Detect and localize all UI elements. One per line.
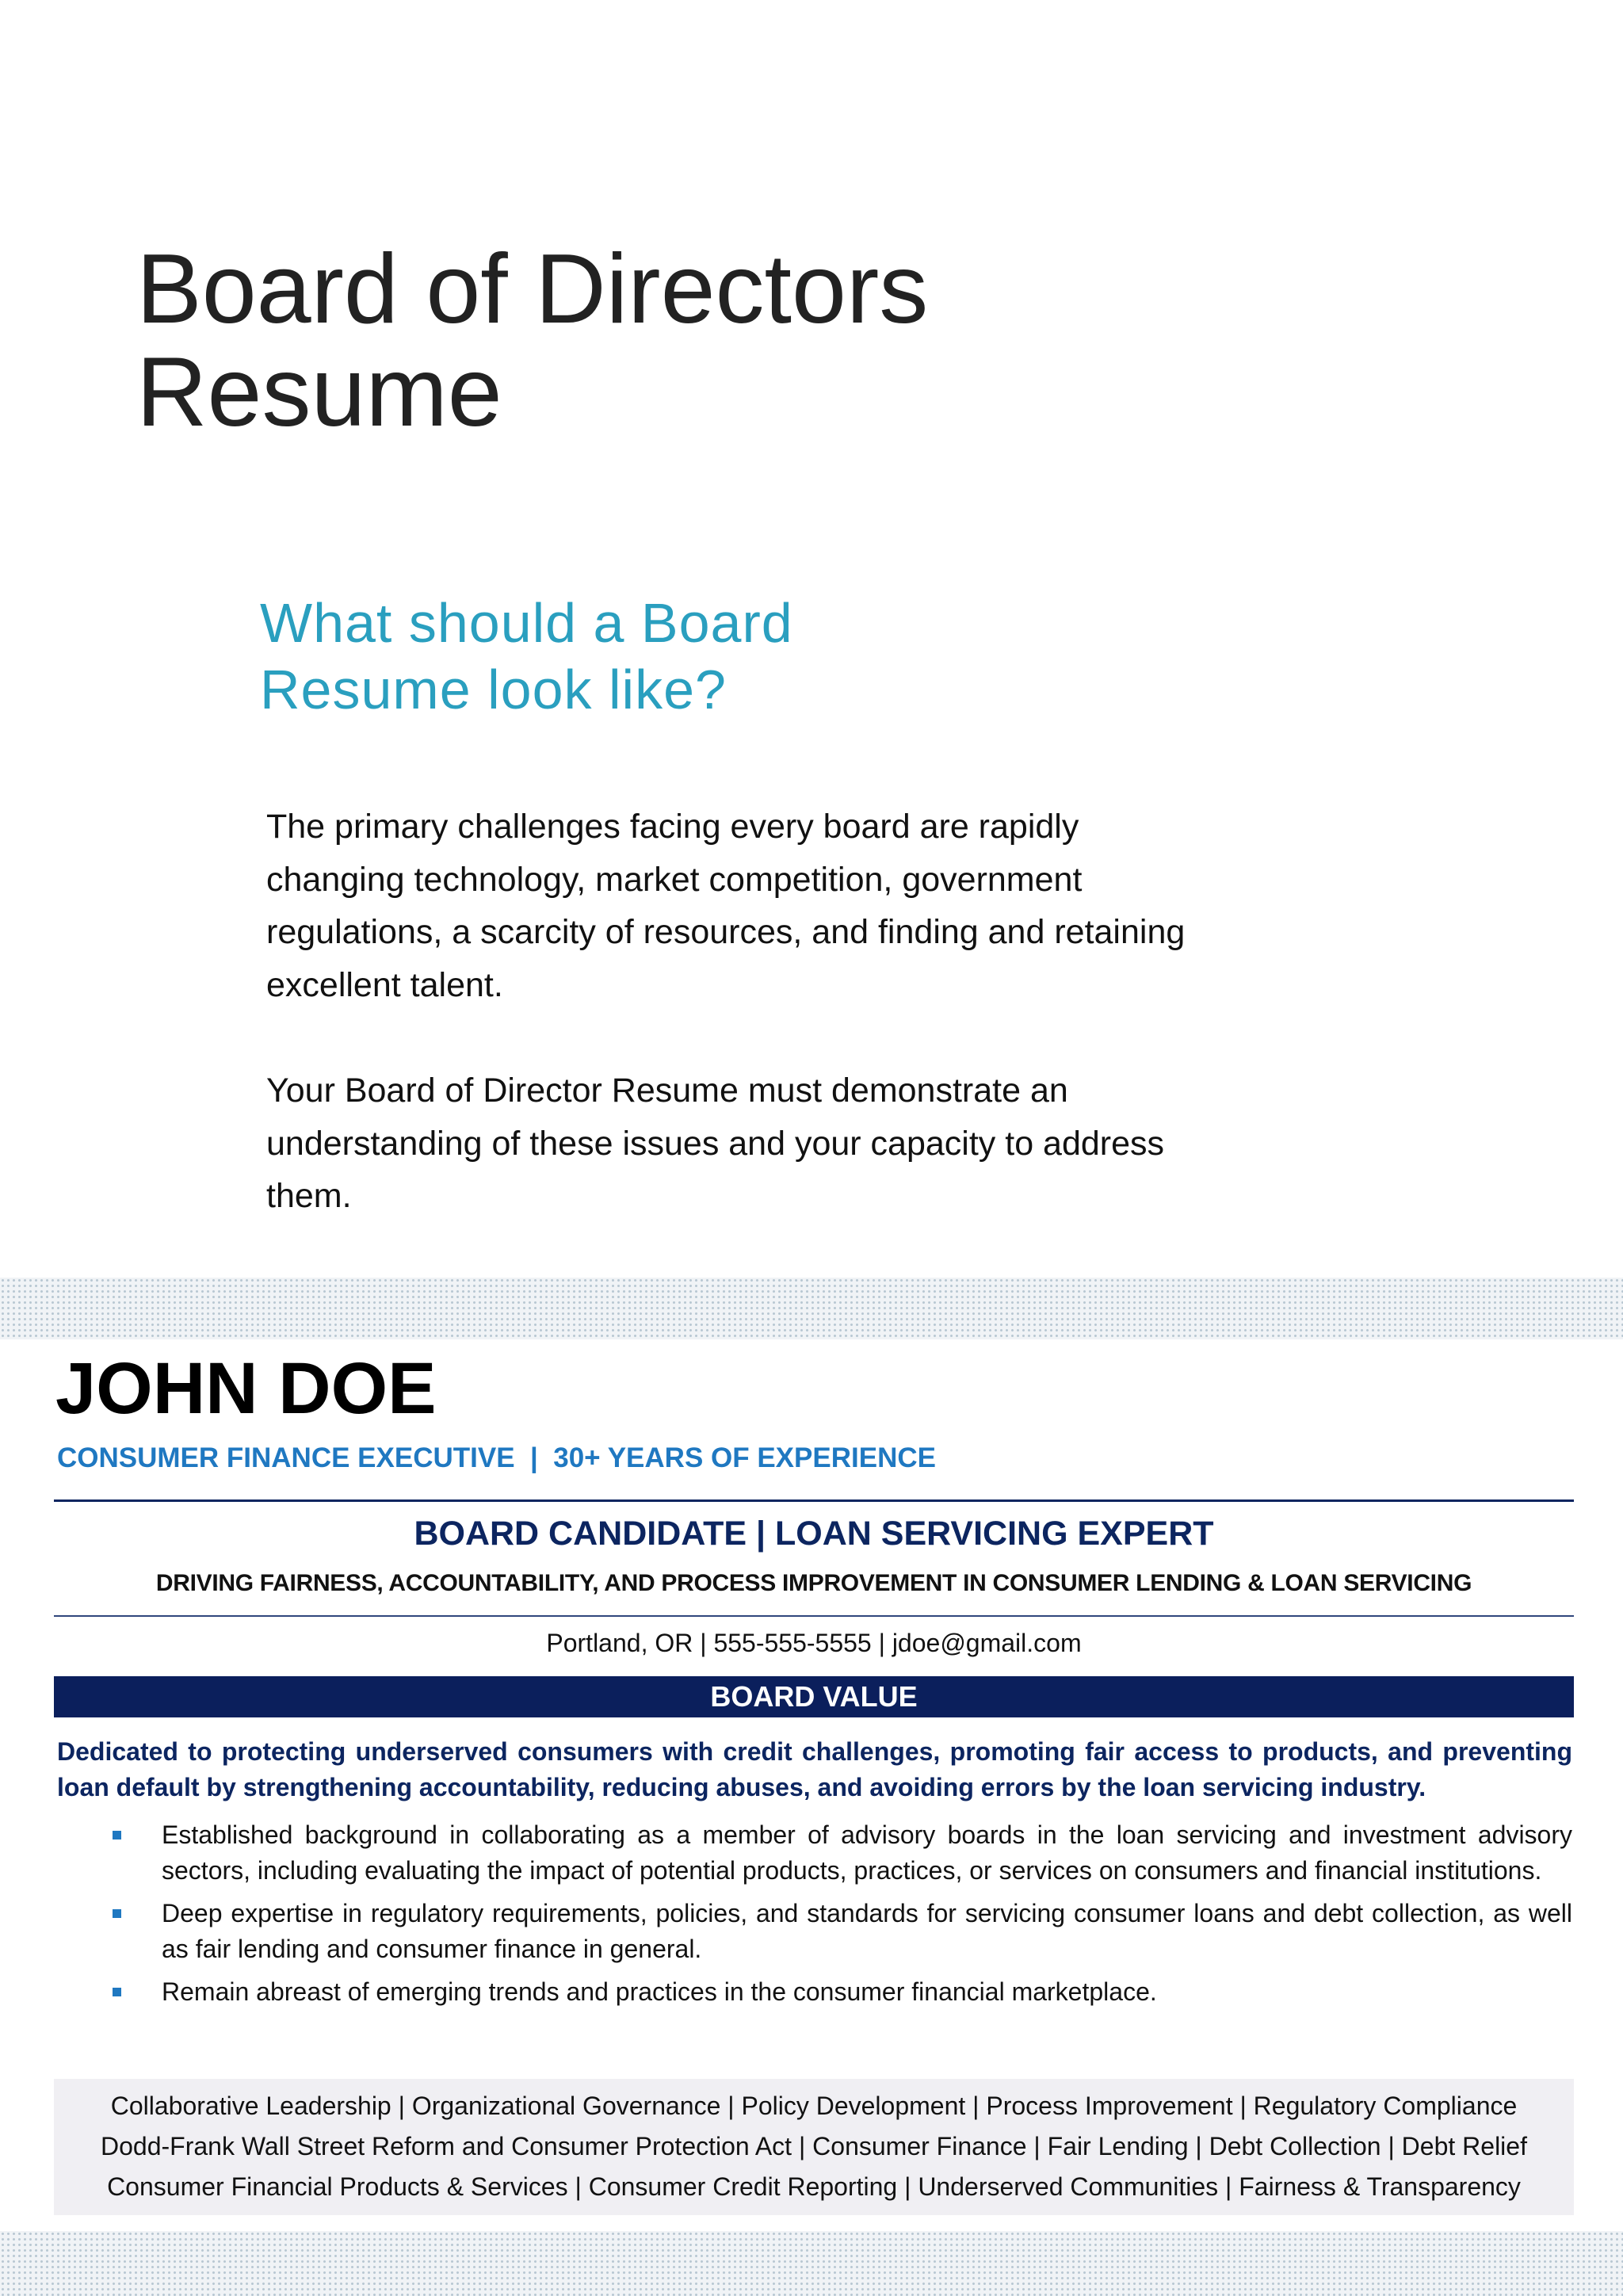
skills-box	[54, 2079, 1574, 2215]
bullet-text: Deep expertise in regulatory requirements, policies, and standards for servicing consumer loans and debt collection, as well as fair lending and consumer finance in general.	[162, 1899, 1572, 1963]
bullet-text: Remain abreast of emerging trends and practices in the consumer financial marketplace.	[162, 1977, 1157, 2006]
page-title-line-2: Resume	[136, 338, 502, 447]
candidate-name: JOHN DOE	[55, 1348, 437, 1429]
value-bullet-list	[57, 1817, 1572, 2017]
page-title	[136, 235, 929, 447]
square-bullet-icon	[113, 1909, 121, 1918]
resume-mission-statement: DRIVING FAIRNESS, ACCOUNTABILITY, AND PROCESS IMPROVEMENT IN CONSUMER LENDING & LOAN SERVICING	[155, 1570, 1472, 1596]
skills-row: Dodd-Frank Wall Street Reform and Consumer Protection Act | Consumer Finance | Fair Lending | Debt Collection | Debt Relief	[101, 2132, 1527, 2160]
section-header-board-value: BOARD VALUE	[54, 1676, 1574, 1717]
resume-sample	[0, 1339, 1623, 2231]
square-bullet-icon	[113, 1831, 121, 1839]
resume-headline: BOARD CANDIDATE | LOAN SERVICING EXPERT	[414, 1515, 1214, 1553]
header-rule	[54, 1499, 1574, 1502]
skills-row: Collaborative Leadership | Organizational Governance | Policy Development | Process Improvement | Regulatory Compliance	[110, 2092, 1518, 2120]
intro-paragraph-1: The primary challenges facing every board are rapidly changing technology, market competition, government regulations, a scarcity of resources, and finding and retaining excellent talent.	[266, 808, 1186, 1004]
list-item	[57, 1974, 1572, 2010]
value-summary: Dedicated to protecting underserved consumers with credit challenges, promoting fair access to products, and preventing loan default by strengthening accountability, reducing abuses, and avoiding errors by the loan servicing industry.	[57, 1737, 1572, 1801]
dotted-band-top	[0, 1278, 1623, 1339]
intro-paragraph-2: Your Board of Director Resume must demonstrate an understanding of these issues and your capacity to address them.	[266, 1072, 1165, 1215]
contact-line: Portland, OR | 555-555-5555 | jdoe@gmail.com	[546, 1629, 1082, 1657]
candidate-tagline: CONSUMER FINANCE EXECUTIVE | 30+ YEARS OF EXPERIENCE	[57, 1442, 936, 1473]
skills-row: Consumer Financial Products & Services | Consumer Credit Reporting | Underserved Communities | Fairness & Transparency	[107, 2172, 1521, 2201]
page-title-line-1: Board of Directors	[136, 235, 929, 344]
list-item	[57, 1896, 1572, 1967]
dotted-band-bottom	[0, 2231, 1623, 2296]
subtitle-line-2: Resume look like?	[260, 659, 727, 720]
bullet-text: Established background in collaborating as a member of advisory boards in the loan servicing and investment advisory sectors, including evaluating the impact of potential products, practices, or services on consumers and financial institutions.	[162, 1820, 1572, 1885]
list-item	[57, 1817, 1572, 1889]
subtitle-line-1: What should a Board	[260, 592, 793, 654]
section-subtitle	[260, 590, 793, 723]
square-bullet-icon	[113, 1988, 121, 1996]
headline-rule	[54, 1615, 1574, 1617]
